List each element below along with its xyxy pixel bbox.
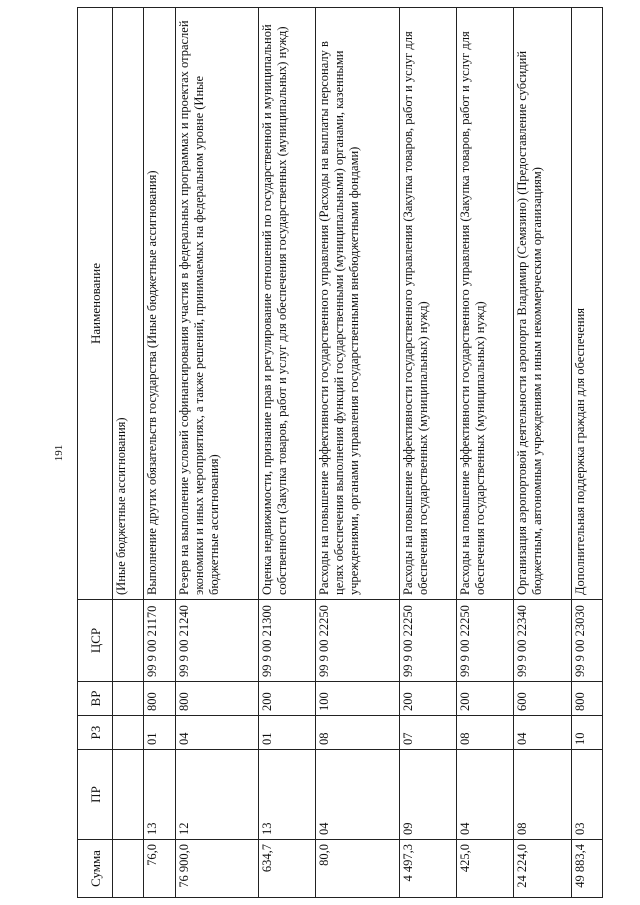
cell-sum: 76 900,0 [175,840,258,898]
cell-csr: 99 9 00 21170 [144,600,175,682]
header-pr: ПР [78,750,113,840]
rotated-table-container [77,8,603,898]
cell-rz: 01 [144,716,175,750]
cell-csr: 99 9 00 22250 [456,600,513,682]
cell-pr: 04 [316,750,399,840]
cell-sum: 634,7 [258,840,315,898]
cell-sum: 425,0 [456,840,513,898]
header-row [78,8,113,898]
cell-pr: 08 [514,750,571,840]
cell-name: Расходы на повышение эффективности государственного управления (Закупка товаров, работ и услуг для обеспечения государственных (муниципальных) нужд) [399,8,456,600]
cell-sum [113,840,144,898]
cell-pr [113,750,144,840]
cell-rz [113,716,144,750]
cell-csr: 99 9 00 22250 [399,600,456,682]
cell-vr: 800 [571,682,602,716]
cell-pr: 13 [258,750,315,840]
cell-rz: 08 [456,716,513,750]
cell-vr: 100 [316,682,399,716]
table-row [144,8,175,898]
cell-rz: 04 [514,716,571,750]
cell-csr: 99 9 00 22340 [514,600,571,682]
cell-csr: 99 9 00 21300 [258,600,315,682]
table-row [175,8,258,898]
header-vr: ВР [78,682,113,716]
budget-table [77,7,603,898]
table-row [456,8,513,898]
cell-rz: 04 [175,716,258,750]
cell-pr: 12 [175,750,258,840]
table-row [258,8,315,898]
cell-rz: 01 [258,716,315,750]
cell-vr: 200 [258,682,315,716]
cell-name: (Иные бюджетные ассигнования) [113,8,144,600]
cell-rz: 08 [316,716,399,750]
cell-pr: 13 [144,750,175,840]
cell-vr: 600 [514,682,571,716]
cell-csr: 99 9 00 22250 [316,600,399,682]
header-rz: РЗ [78,716,113,750]
cell-rz: 07 [399,716,456,750]
header-name: Наименование [78,8,113,600]
table-row [316,8,399,898]
cell-pr: 04 [456,750,513,840]
cell-rz: 10 [571,716,602,750]
cell-csr: 99 9 00 23030 [571,600,602,682]
cell-vr [113,682,144,716]
cell-sum: 76,0 [144,840,175,898]
cell-name: Дополнительная поддержка граждан для обеспечения [571,8,602,600]
cell-sum: 80,0 [316,840,399,898]
cell-name: Организация аэропортовой деятельности аэропорта Владимир (Семязино) (Предоставление субсидий бюджетным, автономным учреждениям и иным некоммерческим организациям) [514,8,571,600]
cell-sum: 24 224,0 [514,840,571,898]
cell-sum: 49 883,4 [571,840,602,898]
header-csr: ЦСР [78,600,113,682]
cell-name: Расходы на повышение эффективности государственного управления (Закупка товаров, работ и услуг для обеспечения государственных (муниципальных) нужд) [456,8,513,600]
cell-vr: 800 [175,682,258,716]
header-sum: Сумма [78,840,113,898]
cell-pr: 03 [571,750,602,840]
table-row [113,8,144,898]
cell-name: Оценка недвижимости, признание прав и регулирование отношений по государственной и муниципальной собственности (Закупка товаров, работ и услуг для обеспечения государственных (муниципальных) нужд) [258,8,315,600]
cell-csr [113,600,144,682]
table-row [571,8,602,898]
cell-sum: 4 497,3 [399,840,456,898]
cell-vr: 800 [144,682,175,716]
cell-pr: 09 [399,750,456,840]
cell-name: Выполнение других обязательств государства (Иные бюджетные ассигнования) [144,8,175,600]
table-row [399,8,456,898]
table-row [514,8,571,898]
cell-vr: 200 [456,682,513,716]
cell-csr: 99 9 00 21240 [175,600,258,682]
cell-name: Расходы на повышение эффективности государственного управления (Расходы на выплаты персоналу в целях обеспечения выполнения функций государственными (муниципальными) органами, казенными учреждениями, органами управления государственными внебюджетными фондами) [316,8,399,600]
page-number: 191 [53,444,65,462]
cell-vr: 200 [399,682,456,716]
cell-name: Резерв на выполнение условий софинансирования участия в федеральных программах и проектах отраслей экономики и иных мероприятиях, а также решений, принимаемых на федеральном уровне (Иные бюджетные ассигнования) [175,8,258,600]
